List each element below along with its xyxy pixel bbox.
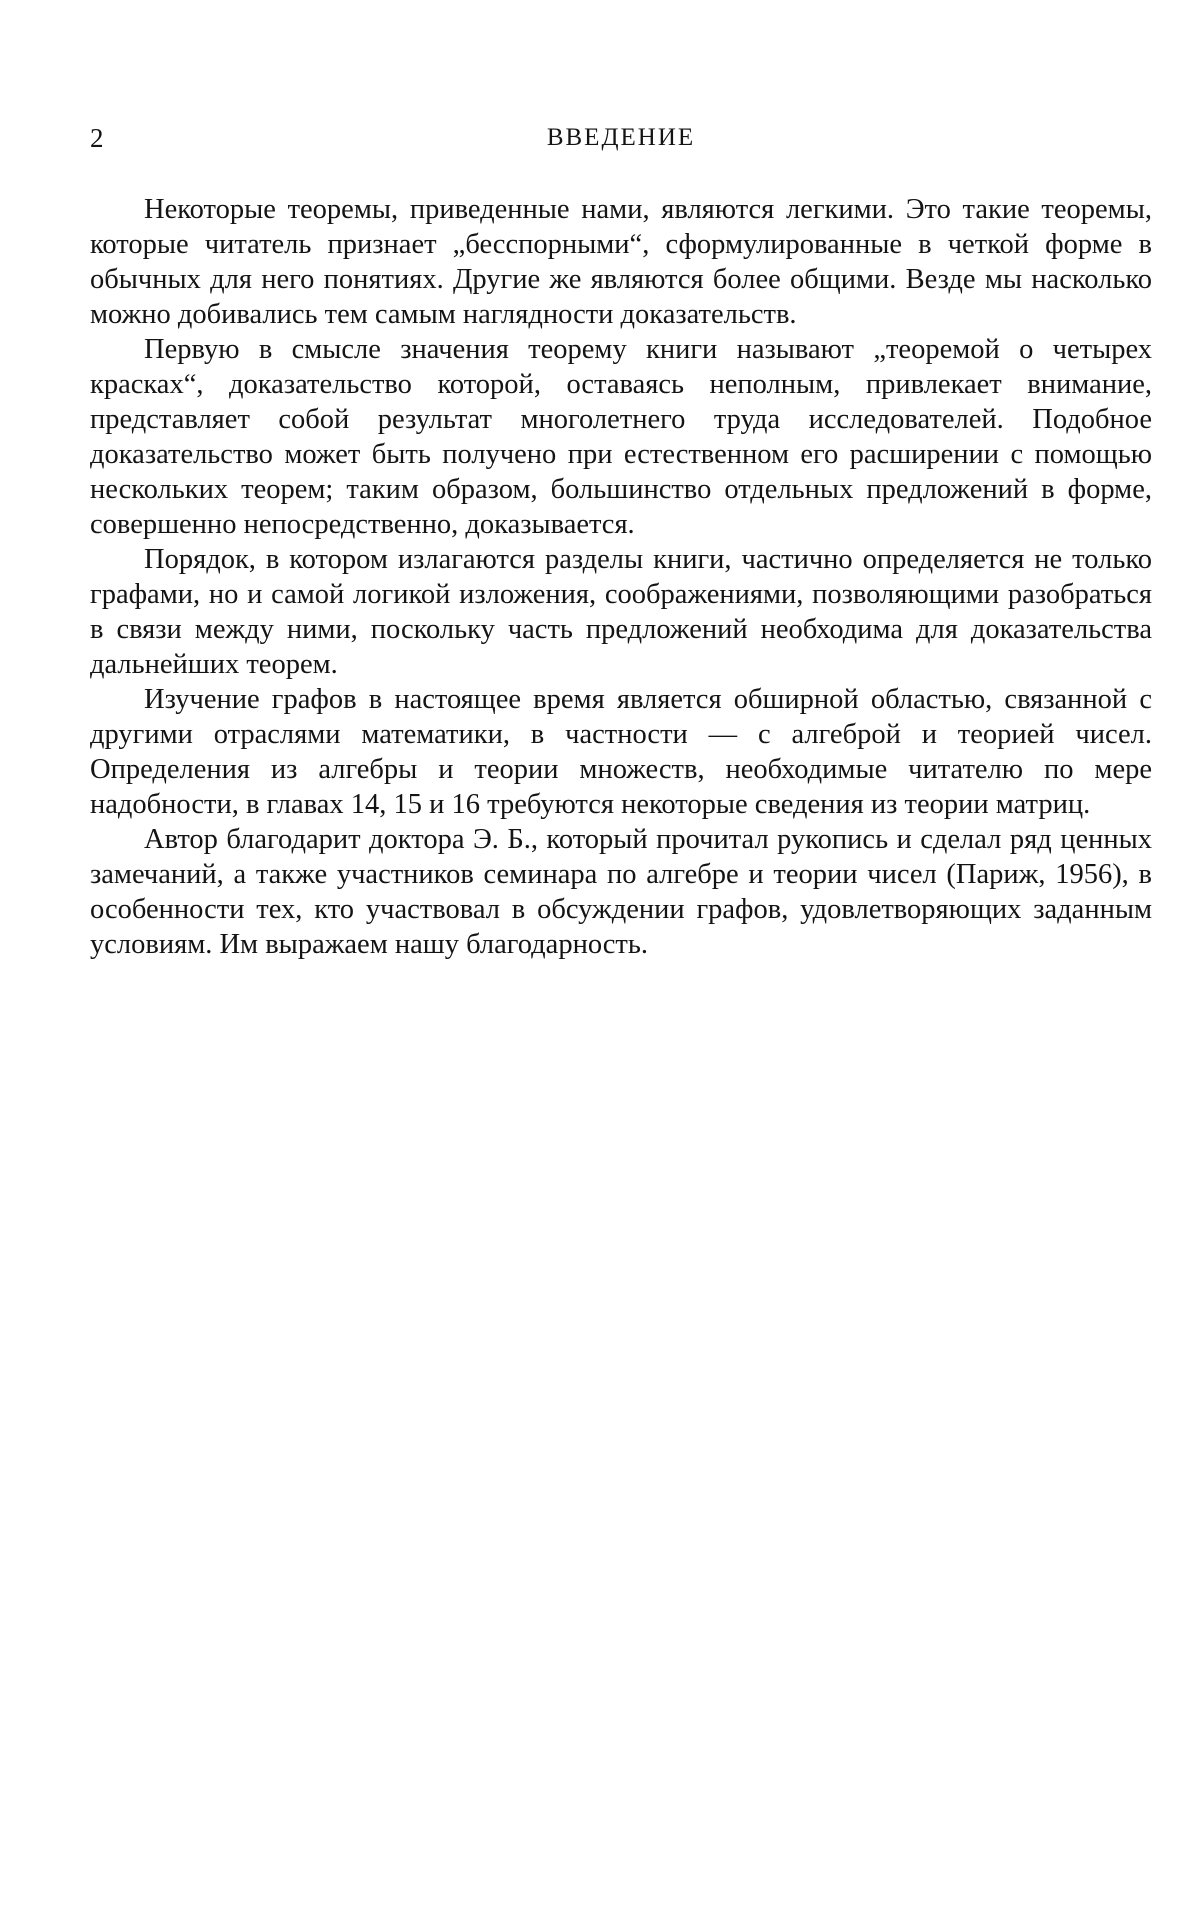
- running-head: [90, 118, 1152, 158]
- paragraph-3: Порядок, в котором излагаются разделы книги, частично определяется не только графами, но и самой логикой изложения, соображениями, позволяющими разобраться в связи между ними, поскольку часть предложений необходима для доказательства дальнейших теорем.: [90, 544, 1152, 680]
- paragraph-2: Первую в смысле значения теорему книги называют „теоремой о четырех красках“, доказательство которой, оставаясь неполным, привлекает внимание, представляет собой результат многолетнего труда исследователей. Подобное доказательство может быть получено при естественном его расширении с помощью нескольких теорем; таким образом, большинство отдельных предложений в форме, совершенно непосредственно, доказывается.: [90, 334, 1152, 540]
- page-number: 2: [90, 123, 104, 153]
- paragraph-1: Некоторые теоремы, приведенные нами, являются легкими. Это такие теоремы, которые читатель признает „бесспорными“, сформулированные в четкой форме в обычных для него понятиях. Другие же являются более общими. Везде мы насколько можно добивались тем самым наглядности доказательств.: [90, 194, 1152, 330]
- paragraph-5: Автор благодарит доктора Э. Б., который прочитал рукопись и сделал ряд ценных замечаний, а также участников семинара по алгебре и теории чисел (Париж, 1956), в особенности тех, кто участвовал в обсуждении графов, удовлетворяющих заданным условиям. Им выражаем нашу благодарность.: [90, 824, 1152, 960]
- body-text: [90, 192, 1152, 962]
- paragraph-4: Изучение графов в настоящее время является обширной областью, связанной с другими отраслями математики, в частности — с алгеброй и теорией чисел. Определения из алгебры и теории множеств, необходимые читателю по мере надобности, в главах 14, 15 и 16 требуются некоторые сведения из теории матриц.: [90, 684, 1152, 820]
- running-head-title: ВВЕДЕНИЕ: [546, 124, 696, 151]
